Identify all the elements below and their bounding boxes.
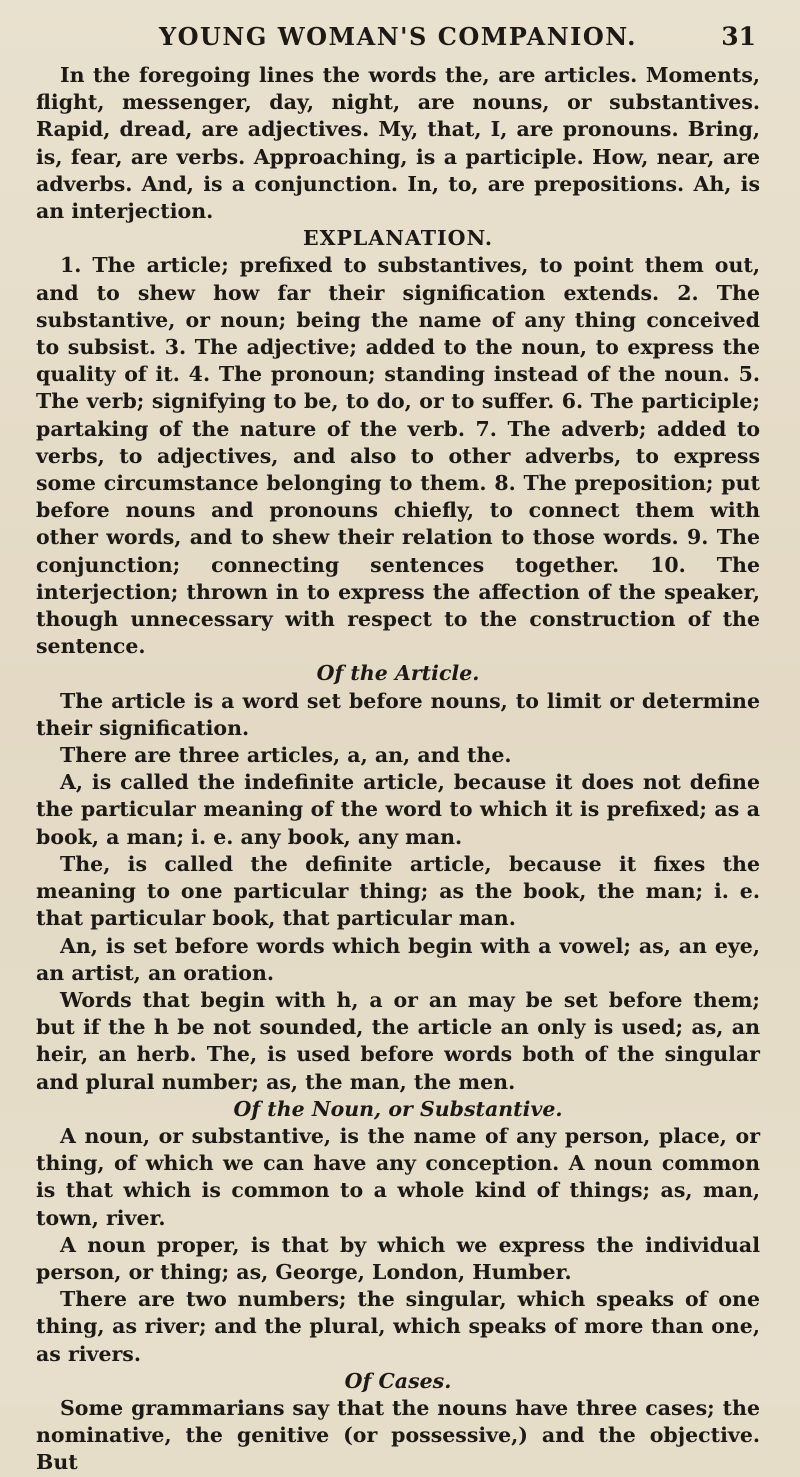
page-number: 31 xyxy=(721,22,756,51)
paragraph-noun-definition: A noun, or substantive, is the name of any person, place, or thing, of which we can have any conception. A noun common is that which is common to a whole kind of things; as, man, town, river. xyxy=(36,1123,760,1230)
paragraph-definite-article: The, is called the definite article, because it fixes the meaning to one particular thing; as the book, the man; i. e. that particular book, that particular man. xyxy=(36,851,760,931)
section-heading-explanation: EXPLANATION. xyxy=(302,226,494,251)
section-heading-article: Of the Article. xyxy=(316,661,480,686)
paragraph-explanation: 1. The article; prefixed to substantives, to point them out, and to shew how far their signification extends. 2. The substantive, or noun; being the name of any thing conceived to subsist. 3. The adjective; added to the noun, to express the quality of it. 4. The pronoun; standing instead of the noun. 5. The verb; signifying to be, to do, or to suffer. 6. The participle; partaking of the nature of the verb. 7. The adverb; added to verbs, to adjectives, and also to other adverbs, to express some circumstance belonging to them. 8. The preposition; put before nouns and pronouns chiefly, to connect them with other words, and to shew their relation to those words. 9. The conjunction; connecting sentences together. 10. The interjection; thrown in to express the affection of the speaker, though unnecessary with respect to the construction of the sentence. xyxy=(36,253,760,659)
paragraph-cases: Some grammarians say that the nouns have three cases; the nominative, the genitive (or possessive,) and the objective. But xyxy=(36,1395,760,1475)
paragraph-h-words: Words that begin with h, a or an may be set before them; but if the h be not sounded, the article an only is used; as, an heir, an herb. The, is used before words both of the singular and plural number; as, the man, the men. xyxy=(36,987,760,1094)
paragraph-numbers: There are two numbers; the singular, which speaks of one thing, as river; and the plural, which speaks of more than one, as rivers. xyxy=(36,1287,760,1366)
running-title: YOUNG WOMAN'S COMPANION. xyxy=(158,22,638,51)
paragraph-intro: In the foregoing lines the words the, are articles. Moments, flight, messenger, day, night, are nouns, or substantives. Rapid, dread, are adjectives. My, that, I, are pronouns. Bring, is, fear, are verbs. Approaching, is a participle. How, near, are adverbs. And, is a conjunction. In, to, are prepositions. Ah, is an interjection. xyxy=(36,63,760,224)
paragraph-article-definition: The article is a word set before nouns, to limit or determine their signification. xyxy=(36,688,760,740)
running-head xyxy=(36,18,760,62)
paragraph-indefinite-article: A, is called the indefinite article, because it does not define the particular meaning of the word to which it is prefixed; as a book, a man; i. e. any book, any man. xyxy=(36,770,760,849)
paragraph-an-usage: An, is set before words which begin with a vowel; as, an eye, an artist, an oration. xyxy=(36,933,760,985)
paragraph-article-count: There are three articles, a, an, and the. xyxy=(60,743,512,768)
section-heading-noun: Of the Noun, or Substantive. xyxy=(233,1096,563,1121)
paragraph-noun-proper: A noun proper, is that by which we express the individual person, or thing; as, George, London, Humber. xyxy=(36,1232,760,1284)
section-heading-cases: Of Cases. xyxy=(344,1368,452,1393)
body-text xyxy=(36,62,760,1477)
